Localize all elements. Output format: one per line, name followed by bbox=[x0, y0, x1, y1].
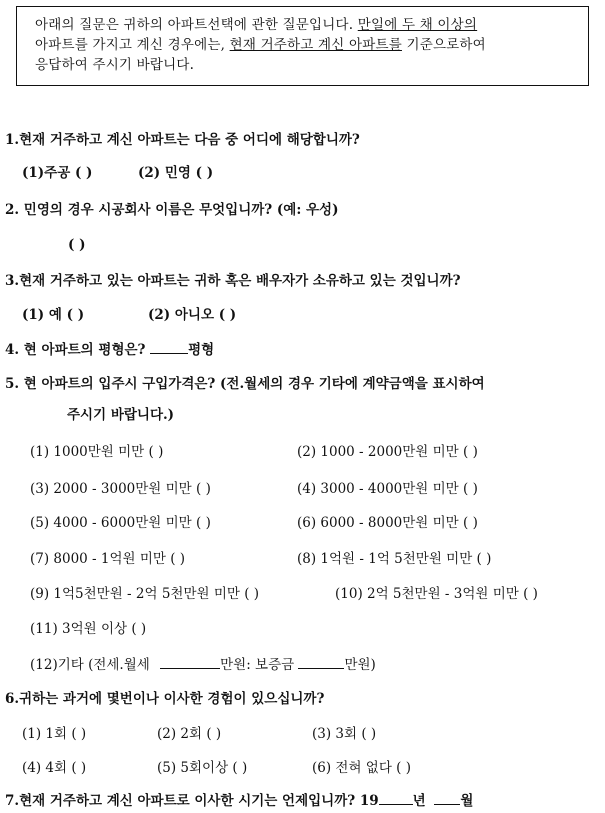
q5-other-label: (12)기타 (전세.월세 bbox=[30, 657, 155, 673]
q5-rent-blank[interactable] bbox=[160, 655, 220, 669]
q5-option-6[interactable]: (6) 6000 - 8000만원 미만 ( ) bbox=[297, 515, 478, 531]
question-6: 6.귀하는 과거에 몇번이나 이사한 경험이 있으십니까? bbox=[5, 691, 325, 707]
q6-option-1[interactable]: (1) 1회 ( ) bbox=[22, 726, 87, 742]
question-2: 2. 민영의 경우 시공회사 이름은 무엇입니까? (예: 우성) bbox=[5, 202, 339, 218]
q4-size-blank[interactable] bbox=[150, 340, 188, 354]
q6-option-4[interactable]: (4) 4회 ( ) bbox=[22, 760, 87, 776]
q7-year-unit: 년 bbox=[412, 793, 431, 809]
question-1: 1.현재 거주하고 계신 아파트는 다음 중 어디에 해당합니까? bbox=[5, 132, 360, 148]
instruction-underlined-1: 만일에 두 채 이상의 bbox=[357, 17, 478, 33]
q5-option-7[interactable]: (7) 8000 - 1억원 미만 ( ) bbox=[30, 551, 186, 567]
q6-option-3[interactable]: (3) 3회 ( ) bbox=[312, 726, 377, 742]
question-7-text: 7.현재 거주하고 계신 아파트로 이사한 시기는 언제입니까? 19 bbox=[5, 793, 379, 809]
instruction-underlined-2: 현재 거주하고 계신 아파트를 bbox=[229, 37, 402, 53]
q6-option-2[interactable]: (2) 2회 ( ) bbox=[157, 726, 222, 742]
q7-month-unit: 월 bbox=[460, 793, 474, 809]
q6-option-5[interactable]: (5) 5회이상 ( ) bbox=[157, 760, 248, 776]
question-4 bbox=[5, 340, 214, 360]
question-5-cont: 주시기 바랍니다.) bbox=[67, 407, 175, 423]
q1-option-1[interactable]: (1)주공 ( ) bbox=[22, 165, 93, 181]
q7-month-blank[interactable] bbox=[434, 791, 460, 805]
question-3: 3.현재 거주하고 있는 아파트는 귀하 혹은 배우자가 소유하고 있는 것입니까? bbox=[5, 273, 461, 289]
instruction-text-4: 응답하여 주시기 바랍니다. bbox=[35, 57, 195, 73]
q5-option-12 bbox=[30, 655, 376, 675]
q5-option-11[interactable]: (11) 3억원 이상 ( ) bbox=[30, 621, 147, 637]
q5-option-9[interactable]: (9) 1억5천만원 - 2억 5천만원 미만 ( ) bbox=[30, 586, 260, 602]
q5-option-10[interactable]: (10) 2억 5천만원 - 3억원 미만 ( ) bbox=[335, 586, 538, 602]
q5-other-unit-2: 만원) bbox=[344, 657, 376, 673]
q5-deposit-blank[interactable] bbox=[298, 655, 344, 669]
instruction-text-2: 아파트를 가지고 계신 경우에는, bbox=[35, 37, 230, 53]
question-5: 5. 현 아파트의 입주시 구입가격은? (전.월세의 경우 기타에 계약금액을 표시하여 bbox=[5, 376, 485, 392]
q5-other-unit-1: 만원: 보증금 bbox=[220, 657, 299, 673]
q7-year-blank[interactable] bbox=[379, 791, 413, 805]
q3-option-1[interactable]: (1) 예 ( ) bbox=[22, 307, 85, 323]
instruction-text-1: 아래의 질문은 귀하의 아파트선택에 관한 질문입니다. bbox=[35, 17, 358, 33]
q5-option-2[interactable]: (2) 1000 - 2000만원 미만 ( ) bbox=[297, 444, 478, 460]
instruction-text-3: 기준으로하여 bbox=[401, 37, 486, 53]
q5-option-4[interactable]: (4) 3000 - 4000만원 미만 ( ) bbox=[297, 481, 478, 497]
question-7 bbox=[5, 791, 473, 811]
instruction-box bbox=[16, 6, 589, 86]
q5-option-5[interactable]: (5) 4000 - 6000만원 미만 ( ) bbox=[30, 515, 211, 531]
question-4-text: 4. 현 아파트의 평형은? bbox=[5, 342, 151, 358]
q5-option-1[interactable]: (1) 1000만원 미만 ( ) bbox=[30, 444, 164, 460]
q2-answer-field[interactable]: ( ) bbox=[68, 237, 86, 253]
q5-option-8[interactable]: (8) 1억원 - 1억 5천만원 미만 ( ) bbox=[297, 551, 492, 567]
q6-option-6[interactable]: (6) 전혀 없다 ( ) bbox=[312, 760, 411, 776]
q5-option-3[interactable]: (3) 2000 - 3000만원 미만 ( ) bbox=[30, 481, 211, 497]
q4-unit: 평형 bbox=[188, 342, 215, 358]
q1-option-2[interactable]: (2) 민영 ( ) bbox=[138, 165, 214, 181]
q3-option-2[interactable]: (2) 아니오 ( ) bbox=[148, 307, 237, 323]
